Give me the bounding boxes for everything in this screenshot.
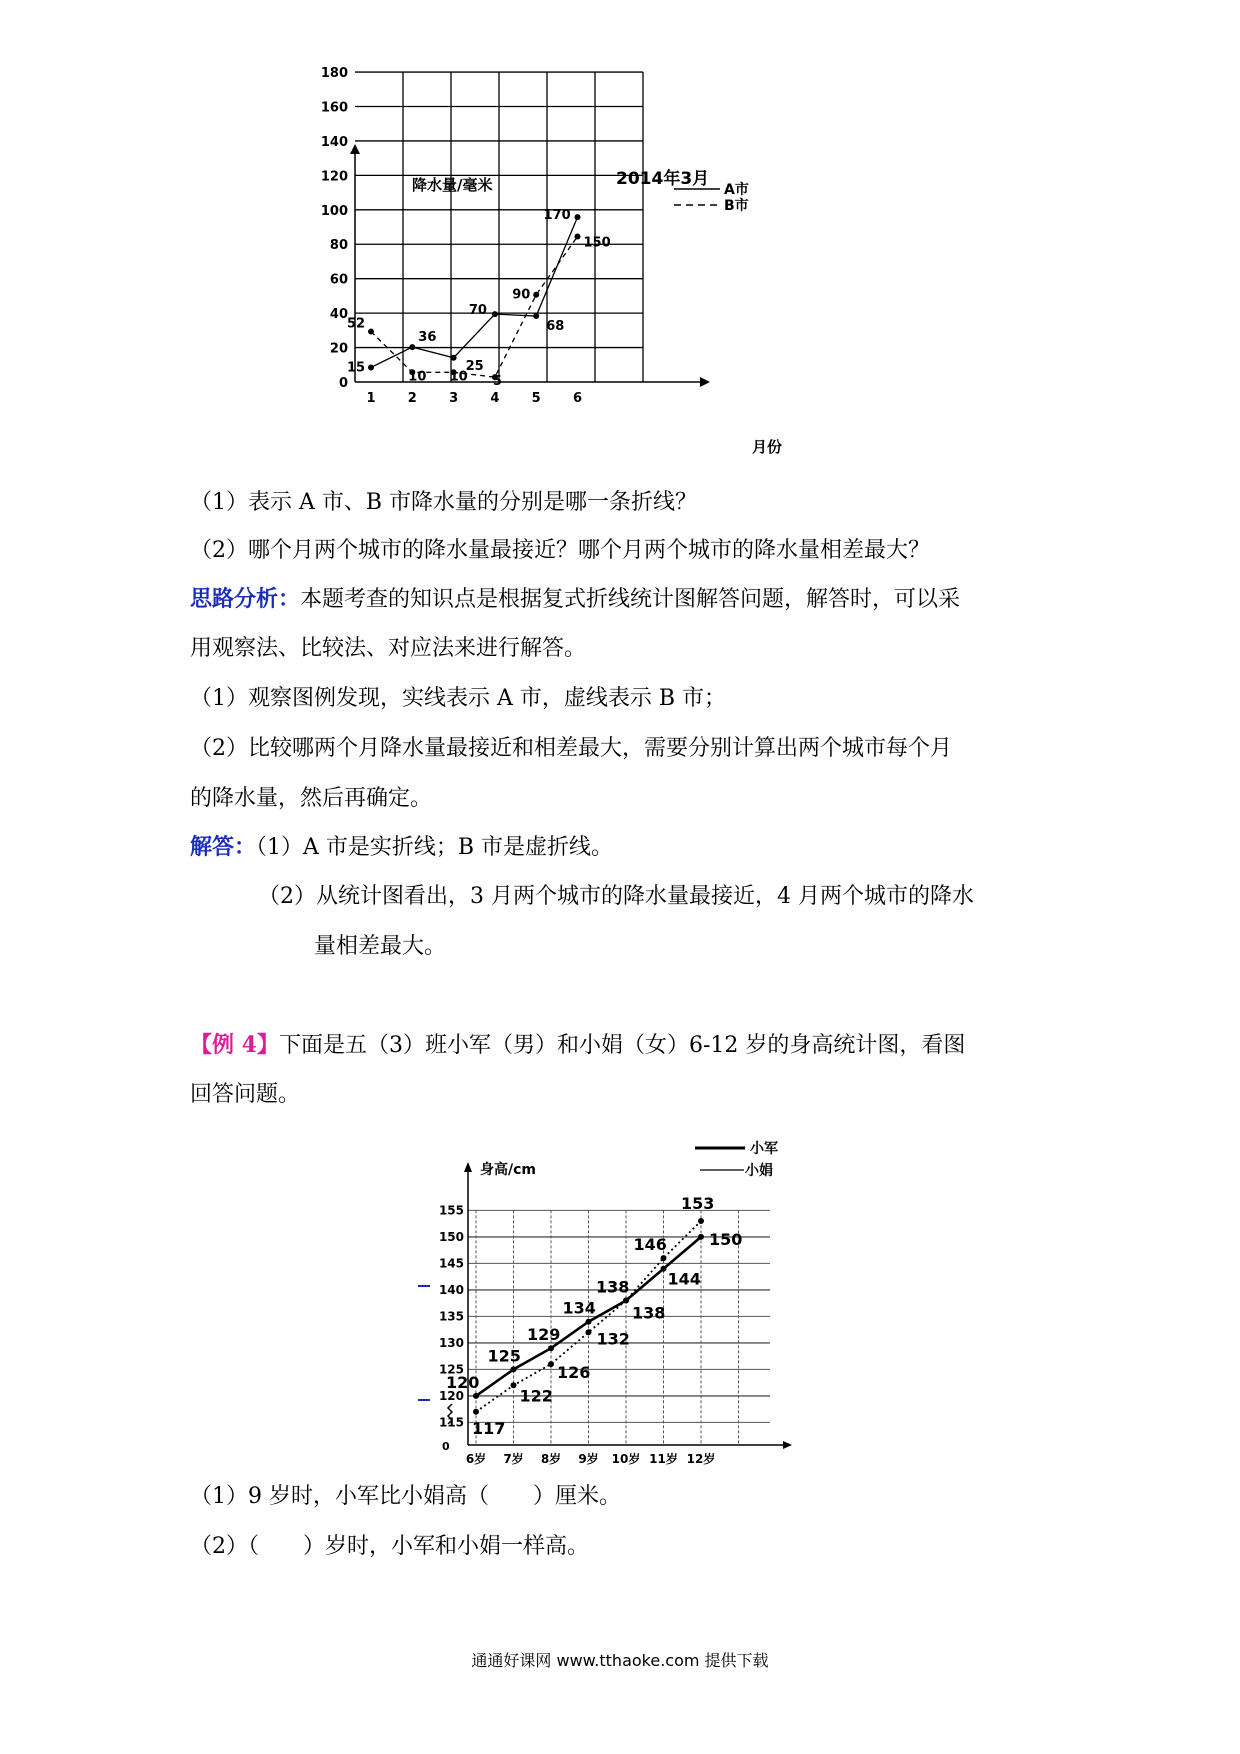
chart2-y-tick-label: 115: [438, 1415, 464, 1430]
chart1-data-point: [575, 214, 581, 220]
chart1-x-tick-label: 6: [572, 391, 583, 406]
chart1-y-tick-label: 20: [329, 341, 348, 357]
chart1-data-point: [492, 311, 498, 317]
analysis-point-2a: （2）比较哪两个月降水量最接近和相差最大，需要分别计算出两个城市每个月: [190, 736, 952, 761]
answer-line-3: 量相差最大。: [314, 934, 447, 959]
chart2-y-tick-label: 120: [438, 1388, 464, 1403]
chart1-data-label: 68: [546, 319, 565, 335]
chart2-data-point: [698, 1234, 704, 1240]
chart1-legend-b-label: B市: [724, 198, 749, 214]
chart2-data-label: 122: [519, 1386, 553, 1406]
chart1-data-point: [368, 364, 374, 370]
chart2-y-tick-label: 145: [438, 1256, 464, 1271]
example-4-label: 【例 4】: [190, 1032, 279, 1058]
chart1-data-point: [533, 313, 539, 319]
chart1-y-tick-label: 140: [320, 134, 348, 150]
question-1-1: （1）表示 A 市、B 市降水量的分别是哪一条折线？: [190, 490, 698, 515]
answer-line-2: （2）从统计图看出，3 月两个城市的降水量最接近，4 月两个城市的降水: [258, 884, 974, 909]
chart2-data-label: 134: [562, 1298, 596, 1318]
answer-line-1: [190, 832, 1240, 863]
chart2-y-axis-arrow: [464, 1162, 472, 1172]
example-4-line-1: [190, 1030, 1240, 1061]
chart1-data-point: [409, 344, 415, 350]
analysis-line-2: 用观察法、比较法、对应法来进行解答。: [190, 636, 587, 661]
chart2-data-point: [698, 1218, 704, 1224]
example-4-text-1: 下面是五（3）班小军（男）和小娟（女）6-12 岁的身高统计图，看图: [278, 1033, 966, 1058]
example-4-line-2: 回答问题。: [190, 1082, 301, 1107]
chart1-y-tick-label: 180: [320, 66, 348, 82]
chart1-data-label: 10: [449, 369, 468, 385]
chart2-data-point: [586, 1319, 592, 1325]
chart2-y-tick-label: 135: [438, 1309, 464, 1324]
chart1-x-tick-label: 3: [449, 391, 459, 406]
chart1-data-label: 90: [512, 287, 531, 303]
chart2-data-point: [586, 1329, 592, 1335]
chart1-y-tick-label: 100: [320, 203, 348, 219]
chart1-title: 2014年3月: [616, 169, 710, 189]
chart1-data-label: 150: [583, 235, 611, 251]
chart1-legend-a-label: A市: [724, 182, 749, 198]
chart1-x-axis-arrow: [700, 377, 710, 387]
chart1-xlabel: 月份: [752, 438, 783, 456]
chart2-data-label: 132: [596, 1329, 630, 1349]
chart1-y-tick-label: 120: [320, 169, 348, 185]
chart2-x-axis-arrow: [783, 1441, 792, 1449]
chart2-x-tick-label: 9岁: [578, 1452, 599, 1466]
chart2-data-point: [548, 1345, 554, 1351]
chart1-y-tick-label: 60: [329, 272, 348, 288]
chart2-legend-b-label: 小娟: [745, 1163, 773, 1179]
analysis-label: 思路分析：: [190, 586, 301, 612]
chart2-data-point: [511, 1366, 517, 1372]
chart1-data-label: 170: [543, 208, 571, 224]
chart1-x-tick-label: 4: [490, 391, 500, 406]
chart2-y-tick-label: 150: [438, 1229, 464, 1244]
chart2-y-tick-label: 155: [438, 1203, 464, 1218]
chart1-y-axis-arrow: [350, 144, 360, 154]
chart2-data-label: 120: [446, 1372, 480, 1392]
answer-label: 解答：: [190, 834, 257, 860]
chart1-ylabel: 降水量/毫米: [412, 176, 493, 194]
chart1-data-label: 25: [465, 358, 484, 374]
chart1-y-tick-label: 0: [338, 376, 348, 391]
analysis-point-1: （1）观察图例发现，实线表示 A 市，虚线表示 B 市；: [190, 686, 727, 711]
precipitation-chart: [320, 66, 820, 460]
chart1-y-tick-label: 160: [320, 100, 348, 116]
analysis-text-1: 本题考查的知识点是根据复式折线统计图解答问题，解答时，可以采: [300, 587, 961, 612]
chart2-data-label: 146: [633, 1235, 667, 1255]
chart2-y-tick-label: 140: [438, 1282, 464, 1297]
chart1-data-label: 36: [418, 330, 437, 346]
chart2-x-tick-label: 11岁: [649, 1452, 678, 1466]
chart1-data-point: [533, 292, 539, 298]
chart2-x-tick-label: 6岁: [465, 1452, 487, 1466]
chart1-data-label: 10: [408, 369, 427, 385]
footer: 通通好课网 www.tthaoke.com 提供下载: [471, 1651, 769, 1670]
chart2-data-label: 150: [709, 1229, 743, 1249]
chart2-data-label: 129: [527, 1325, 561, 1345]
chart2-legend-a-label: 小军: [750, 1141, 778, 1157]
chart2-x-tick-label: 7岁: [503, 1452, 524, 1466]
chart2-data-point: [473, 1393, 479, 1399]
chart2-data-label: 138: [596, 1277, 630, 1297]
chart2-data-label: 138: [632, 1303, 666, 1323]
chart2-y-tick-label: 130: [438, 1335, 464, 1350]
analysis-line-1: [190, 584, 1240, 615]
chart1-data-point: [368, 329, 374, 335]
chart2-ylabel: 身高/cm: [480, 1162, 536, 1178]
height-chart: [440, 1134, 830, 1464]
chart1-data-label: 70: [468, 303, 487, 319]
answer-text-1: （1）A 市是实折线；B 市是虚折线。: [256, 835, 614, 860]
chart2-x-tick-label: 12岁: [686, 1452, 716, 1466]
chart1-x-tick-label: 1: [366, 391, 376, 406]
chart1-y-tick-label: 40: [329, 307, 348, 323]
chart2-x-tick-label: 8岁: [540, 1452, 562, 1466]
chart2-data-point: [473, 1409, 479, 1415]
analysis-point-2b: 的降水量，然后再确定。: [190, 786, 433, 811]
chart2-x-tick-label: 10岁: [611, 1452, 641, 1466]
chart2-data-label: 125: [487, 1346, 521, 1366]
chart2-data-point: [623, 1298, 629, 1304]
question-2-1: （1）9 岁时，小军比小娟高（ ）厘米。: [190, 1484, 621, 1509]
chart1-data-label: 15: [347, 360, 366, 376]
chart2-y-tick-label: 125: [438, 1362, 464, 1377]
chart1-data-point: [451, 355, 457, 361]
chart2-data-point: [548, 1361, 554, 1367]
question-1-2: （2）哪个月两个城市的降水量最接近？哪个月两个城市的降水量相差最大？: [190, 538, 930, 563]
chart1-x-tick-label: 5: [531, 391, 541, 406]
chart2-data-label: 144: [667, 1269, 701, 1289]
chart1-y-tick-label: 80: [329, 238, 348, 254]
chart1-data-point: [575, 234, 581, 240]
chart2-data-label: 126: [557, 1363, 591, 1383]
chart1-x-tick-label: 2: [407, 391, 417, 406]
question-2-2: （2）（ ）岁时，小军和小娟一样高。: [190, 1534, 589, 1559]
chart1-data-label: 52: [347, 316, 366, 332]
chart2-data-point: [661, 1266, 667, 1272]
chart2-origin-label: 0: [442, 1440, 450, 1453]
chart2-data-label: 153: [681, 1194, 715, 1213]
chart1-data-label: 5: [492, 374, 502, 390]
chart2-data-point: [511, 1382, 517, 1388]
chart2-data-label: 117: [472, 1418, 506, 1438]
chart2-data-point: [661, 1255, 667, 1261]
